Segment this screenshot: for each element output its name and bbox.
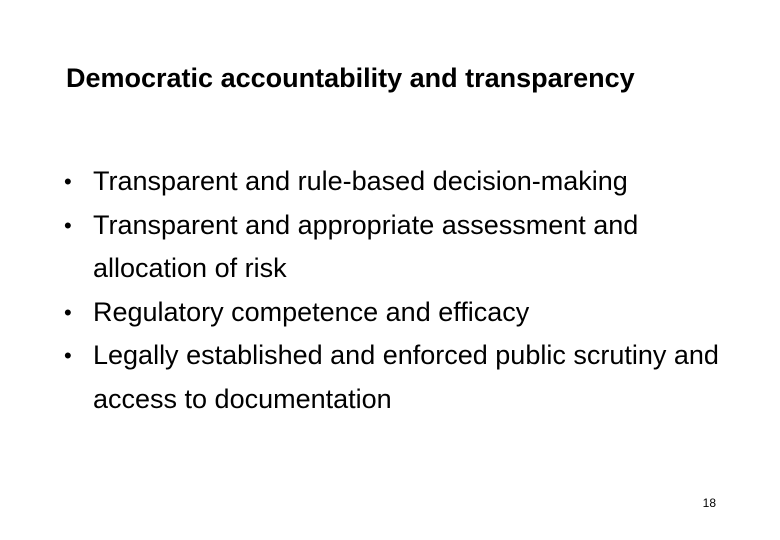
slide-title: Democratic accountability and transparency [66,63,635,93]
bullet-text: Transparent and rule-based decision-making [93,166,628,196]
bullet-icon: • [64,299,72,325]
list-item [64,160,724,204]
bullet-icon: • [64,343,72,368]
bullet-text: Regulatory competence and efficacy [93,296,530,327]
page-number: 18 [702,496,716,510]
bullet-icon: • [64,169,72,194]
bullet-text: Transparent and appropriate assessment and allocation of risk [93,209,639,283]
bullet-text: Legally established and enforced public scrutiny and access to documentation [93,340,719,414]
list-item [64,291,724,335]
list-item [64,204,724,291]
bullet-list [64,160,724,421]
bullet-icon: • [64,212,72,238]
list-item [64,334,724,421]
